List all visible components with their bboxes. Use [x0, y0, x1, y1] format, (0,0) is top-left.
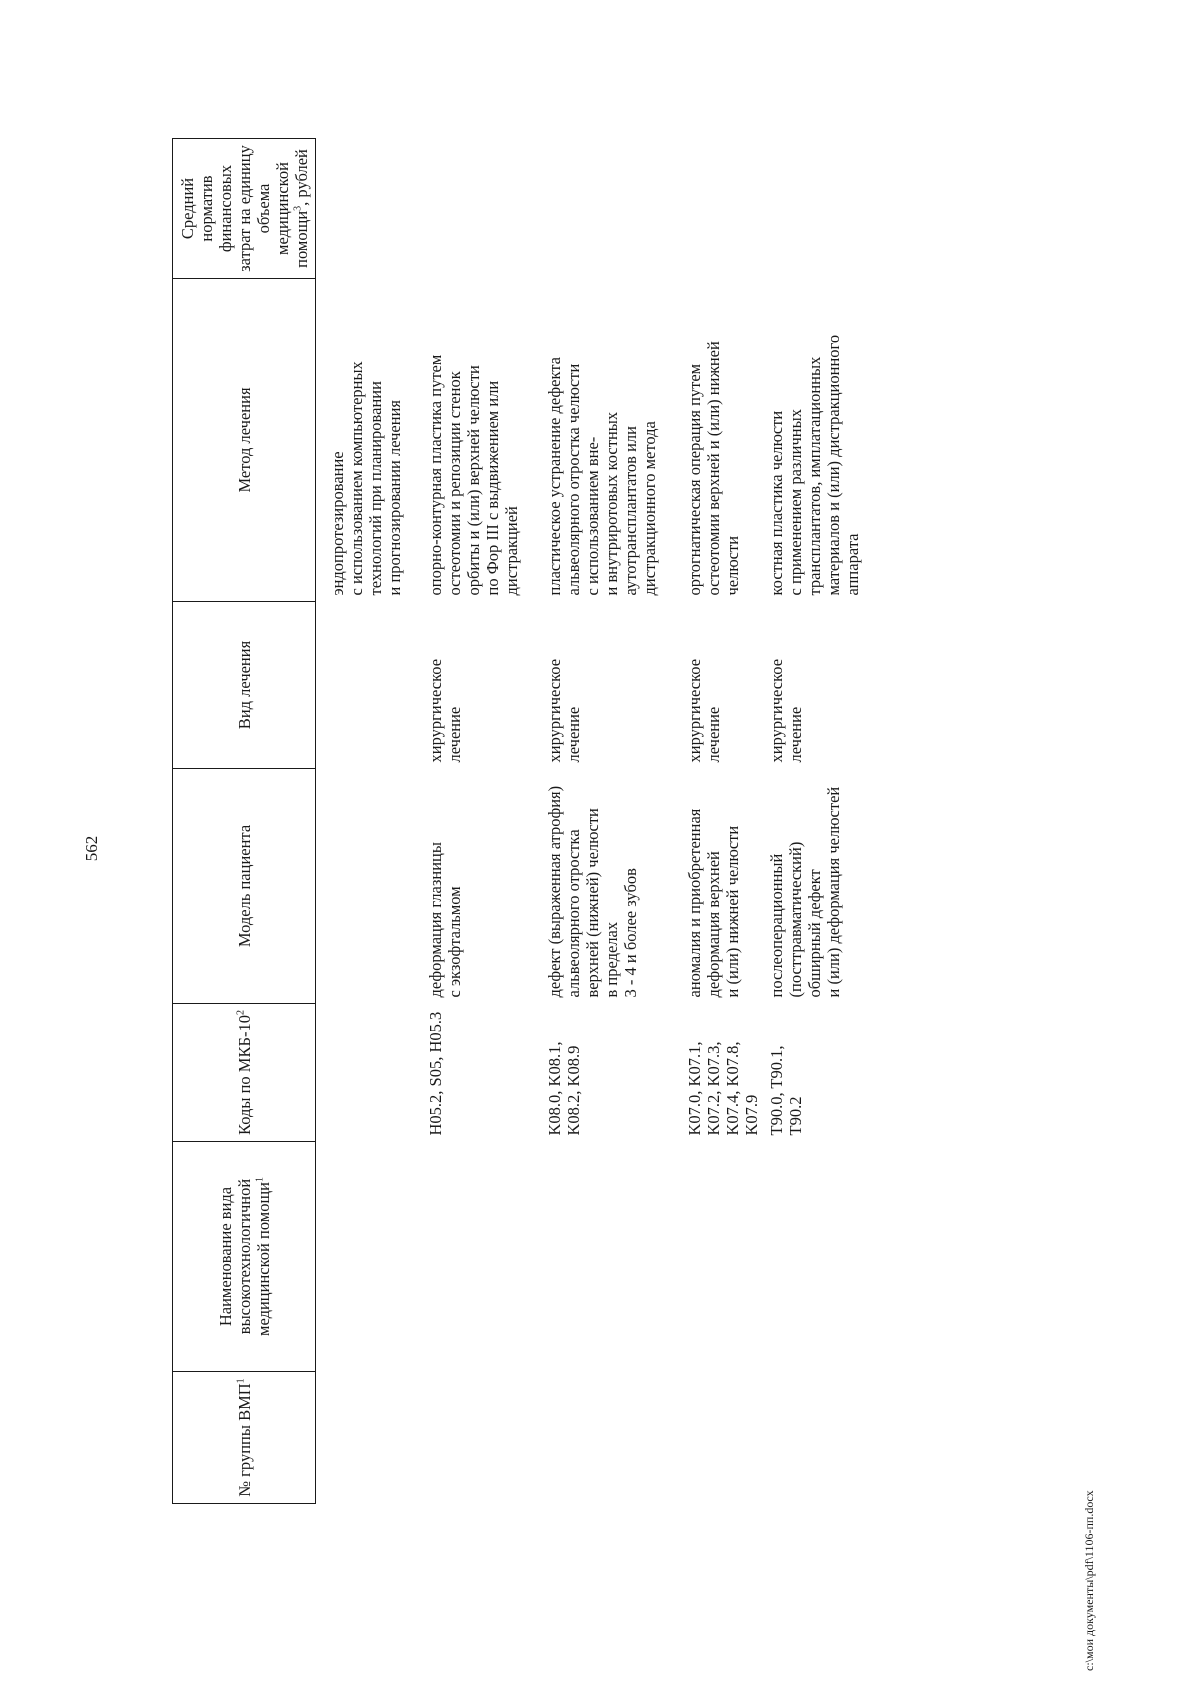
header-group-no: № группы ВМП$^1$	[173, 1372, 316, 1504]
cell-codes	[761, 1004, 862, 1142]
cell-text-line: и внутриротовых костных	[602, 411, 621, 596]
cell-text-line: дистракцией	[502, 506, 521, 596]
cell-codes	[521, 1004, 659, 1142]
cell-cost	[316, 139, 405, 279]
cell-text-line: материалов и (или) дистракционного	[824, 334, 843, 596]
cell-cost	[659, 139, 761, 279]
table-row	[316, 139, 405, 1504]
table-body	[316, 139, 863, 1504]
cell-method	[659, 279, 761, 602]
header-model: Модель пациента	[173, 769, 316, 1004]
cell-codes	[404, 1004, 521, 1142]
header-codes: Коды по МКБ-$10^2$	[173, 1004, 316, 1142]
cell-model	[761, 769, 862, 1004]
cell-name	[316, 1142, 405, 1372]
cell-group-no	[404, 1372, 521, 1504]
cell-method	[316, 279, 405, 602]
cell-group-no	[659, 1372, 761, 1504]
cell-text-line: с экзофтальмом	[445, 886, 464, 998]
cell-text-line: K08.2, K08.9	[564, 1045, 583, 1136]
footer-file-path: c:\мои документы\pdf\1106-пп.docx	[1082, 1490, 1096, 1671]
cell-text-line: хирургическое	[545, 658, 564, 763]
cell-text-line: альвеолярного отростка	[564, 829, 583, 998]
cell-text-line: K07.2, K07.3,	[704, 1041, 723, 1136]
cell-text-line: хирургическое	[685, 658, 704, 763]
cell-text-line: с использованием вне-	[583, 436, 602, 596]
cell-cost	[521, 139, 659, 279]
cell-cost	[761, 139, 862, 279]
cell-model	[404, 769, 521, 1004]
cell-text-line: лечение	[704, 706, 723, 763]
cell-text-line: по Фор III с выдвижением или	[483, 380, 502, 596]
cell-text-line: с использованием компьютерных	[347, 361, 366, 596]
cell-text-line: челюсти	[723, 535, 742, 596]
cell-text-line: пластическое устранение дефекта	[545, 357, 564, 596]
cell-text-line: деформация глазницы	[426, 842, 445, 998]
cell-text-line: T90.0, T90.1, T90.2	[767, 1045, 805, 1136]
cell-text-line: 3 - 4 и более зубов	[621, 868, 640, 998]
cell-model	[316, 769, 405, 1004]
table-row	[521, 139, 659, 1504]
cell-method	[521, 279, 659, 602]
cell-text-line: дефект (выраженная атрофия)	[545, 785, 564, 998]
cell-text-line: дистракционного метода	[640, 421, 659, 596]
cell-codes	[316, 1004, 405, 1142]
cell-name	[404, 1142, 521, 1372]
cell-text-line: и (или) нижней челюсти	[723, 825, 742, 998]
cell-text-line: хирургическое	[426, 658, 445, 763]
cell-text-line: ортогнатическая операция путем	[685, 363, 704, 596]
vmp-table	[172, 138, 862, 1504]
table-row	[659, 139, 761, 1504]
cell-model	[521, 769, 659, 1004]
cell-text-line: альвеолярного отростка челюсти	[564, 363, 583, 596]
cell-text-line: (посттравматический)	[786, 841, 805, 998]
cell-text-line: K07.9	[742, 1094, 761, 1136]
cell-text-line: хирургическое	[767, 658, 786, 763]
cell-treatment-type	[404, 602, 521, 769]
cell-text-line: аномалия и приобретенная	[685, 808, 704, 998]
cell-treatment-type	[521, 602, 659, 769]
cell-text-line: технологий при планировании	[366, 381, 385, 596]
cell-text-line: K07.0, K07.1,	[685, 1041, 704, 1136]
cell-text-line: K07.4, K07.8,	[723, 1041, 742, 1136]
header-cost: Средний норматив финансовых затрат на единицу объема медицинской помощи$^3$, рублей	[173, 139, 316, 279]
cell-text-line: послеоперационный	[767, 853, 786, 998]
cell-text-line: аутотрансплантатов или	[621, 426, 640, 596]
header-treatment-type: Вид лечения	[173, 602, 316, 769]
cell-text-line: и (или) деформация челюстей	[824, 786, 843, 998]
cell-text-line: и прогнозировании лечения	[385, 399, 404, 596]
cell-method	[404, 279, 521, 602]
page-number: 562	[82, 835, 101, 862]
cell-codes	[659, 1004, 761, 1142]
cell-text-line: орбиты и (или) верхней челюсти	[464, 365, 483, 596]
cell-text-line: опорно-контурная пластика путем	[426, 354, 445, 596]
cell-text-line: остеотомии верхней и (или) нижней	[704, 341, 723, 596]
cell-name	[659, 1142, 761, 1372]
cell-text-line: в пределах	[602, 921, 621, 998]
cell-text-line: лечение	[786, 706, 805, 763]
cell-text-line: костная пластика челюсти	[767, 410, 786, 596]
table-row	[761, 139, 862, 1504]
cell-treatment-type	[659, 602, 761, 769]
cell-text-line: обширный дефект	[805, 869, 824, 998]
cell-treatment-type	[316, 602, 405, 769]
table-row	[404, 139, 521, 1504]
cell-model	[659, 769, 761, 1004]
cell-group-no	[761, 1372, 862, 1504]
table-header-row	[173, 139, 316, 1504]
cell-method	[761, 279, 862, 602]
cell-group-no	[521, 1372, 659, 1504]
cell-name	[761, 1142, 862, 1372]
cell-text-line: лечение	[445, 706, 464, 763]
cell-cost	[404, 139, 521, 279]
cell-text-line: верхней (нижней) челюсти	[583, 808, 602, 998]
cell-name	[521, 1142, 659, 1372]
cell-text-line: остеотомии и репозиции стенок	[445, 371, 464, 596]
cell-text-line: лечение	[564, 706, 583, 763]
cell-text-line: аппарата	[843, 533, 862, 596]
cell-text-line: трансплантатов, имплатационных	[805, 356, 824, 596]
header-name: Наименование вида высокотехнологичной медицинской помощи$^1$	[173, 1142, 316, 1372]
cell-group-no	[316, 1372, 405, 1504]
cell-text-line: H05.2, S05, H05.3	[426, 1011, 445, 1136]
cell-text-line: эндопротезирование	[328, 451, 347, 596]
header-method: Метод лечения	[173, 279, 316, 602]
cell-text-line: с применением различных	[786, 409, 805, 596]
cell-treatment-type	[761, 602, 862, 769]
cell-text-line: деформация верхней	[704, 851, 723, 998]
cell-text-line: K08.0, K08.1,	[545, 1041, 564, 1136]
